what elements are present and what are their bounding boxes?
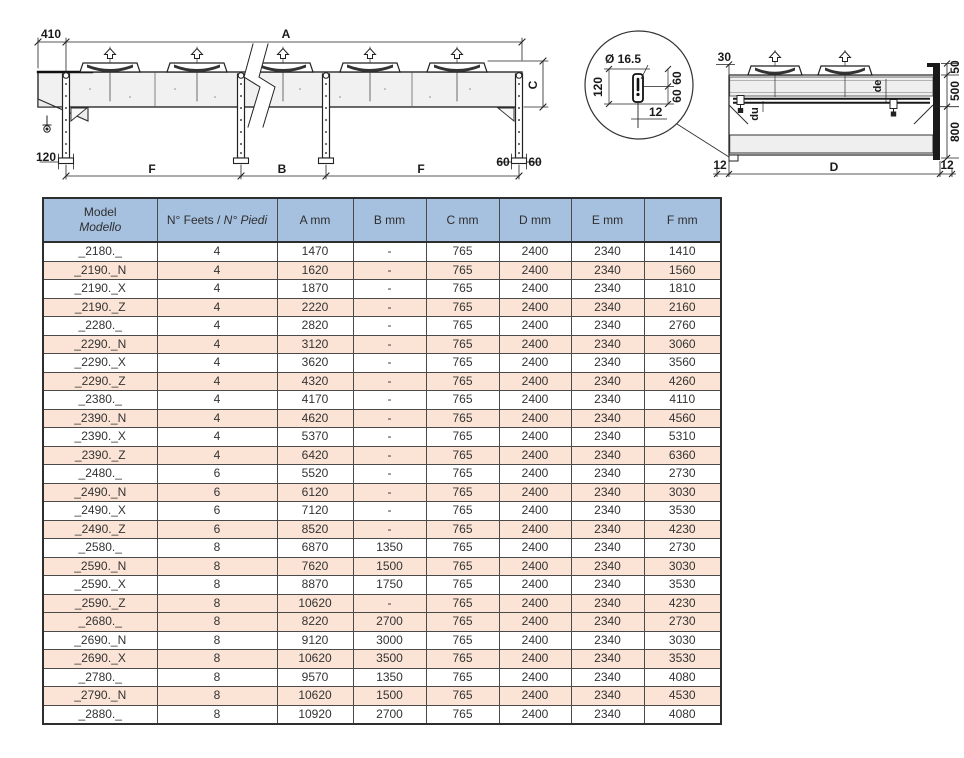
table-cell-c: 765	[426, 428, 499, 447]
table-cell-feet: 4	[157, 298, 277, 317]
table-row	[43, 613, 721, 632]
table-cell-e: 2340	[571, 687, 644, 706]
table-row	[43, 242, 721, 261]
table-cell-a: 1620	[277, 261, 353, 280]
table-cell-e: 2340	[571, 261, 644, 280]
table-cell-f: 3530	[644, 576, 721, 595]
detail-circle	[585, 31, 729, 157]
table-cell-f: 3560	[644, 354, 721, 373]
column-header-d: D mm	[499, 198, 571, 242]
table-cell-e: 2340	[571, 372, 644, 391]
table-cell-c: 765	[426, 354, 499, 373]
table-cell-e: 2340	[571, 354, 644, 373]
table-cell-f: 3060	[644, 335, 721, 354]
table-cell-c: 765	[426, 335, 499, 354]
table-row	[43, 465, 721, 484]
table-cell-c: 765	[426, 242, 499, 261]
table-cell-f: 4080	[644, 668, 721, 687]
table-cell-c: 765	[426, 502, 499, 521]
table-cell-model: _2190._Z	[43, 298, 157, 317]
table-cell-f: 1410	[644, 242, 721, 261]
table-cell-d: 2400	[499, 261, 571, 280]
table-cell-b: 1350	[353, 539, 426, 558]
table-cell-b: -	[353, 465, 426, 484]
table-row	[43, 668, 721, 687]
dim-A-label: A	[281, 27, 291, 41]
table-cell-f: 2160	[644, 298, 721, 317]
table-cell-model: _2380._	[43, 391, 157, 410]
table-cell-b: -	[353, 261, 426, 280]
table-cell-a: 9120	[277, 631, 353, 650]
dim-12-right-label: 12	[940, 158, 954, 172]
table-cell-a: 8520	[277, 520, 353, 539]
table-cell-feet: 4	[157, 242, 277, 261]
table-cell-feet: 6	[157, 465, 277, 484]
table-cell-d: 2400	[499, 372, 571, 391]
table-cell-model: _2190._X	[43, 280, 157, 299]
table-cell-c: 765	[426, 705, 499, 724]
table-header-row	[43, 198, 721, 242]
table-cell-d: 2400	[499, 317, 571, 336]
table-cell-c: 765	[426, 557, 499, 576]
table-cell-a: 4170	[277, 391, 353, 410]
table-cell-b: 1350	[353, 668, 426, 687]
table-cell-e: 2340	[571, 668, 644, 687]
table-cell-feet: 6	[157, 520, 277, 539]
table-cell-c: 765	[426, 261, 499, 280]
table-cell-d: 2400	[499, 613, 571, 632]
table-cell-b: 2700	[353, 613, 426, 632]
table-cell-d: 2400	[499, 298, 571, 317]
table-cell-e: 2340	[571, 446, 644, 465]
table-cell-b: -	[353, 446, 426, 465]
table-cell-f: 2730	[644, 465, 721, 484]
table-cell-a: 5520	[277, 465, 353, 484]
table-body	[43, 242, 721, 724]
table-row	[43, 576, 721, 595]
coil-band-top	[730, 77, 933, 96]
table-cell-a: 3620	[277, 354, 353, 373]
airflow-arrow-icon	[840, 52, 851, 62]
table-cell-feet: 4	[157, 261, 277, 280]
table-cell-model: _2680._	[43, 613, 157, 632]
table-cell-model: _2490._N	[43, 483, 157, 502]
table-cell-e: 2340	[571, 317, 644, 336]
table-cell-model: _2690._N	[43, 631, 157, 650]
table-cell-c: 765	[426, 594, 499, 613]
table-cell-d: 2400	[499, 576, 571, 595]
table-cell-e: 2340	[571, 613, 644, 632]
airflow-arrow-icon	[452, 49, 463, 59]
table-cell-a: 8870	[277, 576, 353, 595]
airflow-arrow-icon	[192, 49, 203, 59]
table-cell-d: 2400	[499, 557, 571, 576]
table-cell-model: _2390._Z	[43, 446, 157, 465]
table-cell-d: 2400	[499, 502, 571, 521]
table-row	[43, 594, 721, 613]
dim-B-label: B	[277, 162, 287, 176]
table-cell-d: 2400	[499, 668, 571, 687]
table-cell-feet: 4	[157, 428, 277, 447]
dim-60-bottom-label: 60	[670, 89, 684, 103]
table-cell-model: _2290._Z	[43, 372, 157, 391]
table-cell-a: 10920	[277, 705, 353, 724]
table-cell-feet: 8	[157, 539, 277, 558]
table-cell-c: 765	[426, 465, 499, 484]
table-cell-c: 765	[426, 280, 499, 299]
table-cell-d: 2400	[499, 354, 571, 373]
table-cell-model: _2790._N	[43, 687, 157, 706]
table-cell-model: _2780._	[43, 668, 157, 687]
table-cell-b: -	[353, 242, 426, 261]
table-row	[43, 705, 721, 724]
table-cell-f: 4560	[644, 409, 721, 428]
table-cell-e: 2340	[571, 483, 644, 502]
table-cell-b: -	[353, 317, 426, 336]
drain-valve	[43, 116, 51, 132]
table-cell-c: 765	[426, 687, 499, 706]
table-cell-e: 2340	[571, 242, 644, 261]
table-cell-b: -	[353, 428, 426, 447]
dim-410-label: 410	[41, 27, 62, 41]
table-cell-feet: 8	[157, 631, 277, 650]
table-cell-feet: 4	[157, 409, 277, 428]
table-row	[43, 391, 721, 410]
table-cell-model: _2290._N	[43, 335, 157, 354]
table-cell-e: 2340	[571, 465, 644, 484]
table-cell-e: 2340	[571, 557, 644, 576]
coil-band-bottom	[730, 135, 933, 153]
table-cell-a: 7620	[277, 557, 353, 576]
dim-F-left-label: F	[148, 162, 156, 176]
table-row	[43, 520, 721, 539]
table-cell-feet: 4	[157, 280, 277, 299]
table-cell-feet: 6	[157, 483, 277, 502]
dim-D-label: D	[829, 160, 839, 174]
table-cell-c: 765	[426, 576, 499, 595]
table-cell-e: 2340	[571, 409, 644, 428]
table-cell-c: 765	[426, 539, 499, 558]
table-cell-a: 6120	[277, 483, 353, 502]
table-cell-feet: 8	[157, 705, 277, 724]
table-cell-c: 765	[426, 631, 499, 650]
table-cell-c: 765	[426, 317, 499, 336]
table-cell-feet: 4	[157, 391, 277, 410]
table-cell-feet: 4	[157, 354, 277, 373]
table-cell-f: 4530	[644, 687, 721, 706]
table-cell-f: 2730	[644, 539, 721, 558]
table-cell-d: 2400	[499, 280, 571, 299]
table-cell-b: 1500	[353, 687, 426, 706]
table-row	[43, 428, 721, 447]
table-cell-b: -	[353, 391, 426, 410]
table-cell-f: 3030	[644, 631, 721, 650]
table-cell-f: 2760	[644, 317, 721, 336]
table-row	[43, 502, 721, 521]
du-label: du	[749, 107, 761, 121]
table-cell-e: 2340	[571, 539, 644, 558]
table-cell-a: 7120	[277, 502, 353, 521]
table-cell-b: -	[353, 335, 426, 354]
table-cell-a: 9570	[277, 668, 353, 687]
table-cell-model: _2590._Z	[43, 594, 157, 613]
table-cell-c: 765	[426, 298, 499, 317]
table-cell-d: 2400	[499, 465, 571, 484]
table-cell-b: 1750	[353, 576, 426, 595]
table-cell-c: 765	[426, 391, 499, 410]
table-cell-a: 1470	[277, 242, 353, 261]
table-cell-feet: 8	[157, 576, 277, 595]
foot-bracket	[729, 155, 738, 161]
table-row	[43, 335, 721, 354]
table-cell-f: 5310	[644, 428, 721, 447]
table-cell-a: 6870	[277, 539, 353, 558]
technical-drawing	[0, 0, 964, 196]
table-cell-c: 765	[426, 668, 499, 687]
table-cell-f: 3030	[644, 557, 721, 576]
table-cell-b: 3000	[353, 631, 426, 650]
table-row	[43, 650, 721, 669]
de-label: de	[872, 79, 884, 93]
table-cell-a: 5370	[277, 428, 353, 447]
table-cell-e: 2340	[571, 705, 644, 724]
dim-800-label: 800	[948, 121, 962, 143]
table-row	[43, 354, 721, 373]
dim-hole-diameter-label: Ø 16.5	[605, 52, 642, 66]
table-cell-f: 3530	[644, 650, 721, 669]
table-cell-f: 1560	[644, 261, 721, 280]
table-cell-d: 2400	[499, 520, 571, 539]
table-cell-b: -	[353, 409, 426, 428]
table-cell-a: 4620	[277, 409, 353, 428]
table-cell-c: 765	[426, 613, 499, 632]
side-view-drawing	[35, 27, 548, 179]
column-header-f: F mm	[644, 198, 721, 242]
table-cell-model: _2580._	[43, 539, 157, 558]
dim-120-detail-label: 120	[591, 76, 605, 98]
table-cell-b: -	[353, 483, 426, 502]
table-cell-b: 2700	[353, 705, 426, 724]
table-cell-e: 2340	[571, 631, 644, 650]
table-cell-c: 765	[426, 520, 499, 539]
table-cell-model: _2490._Z	[43, 520, 157, 539]
table-cell-b: -	[353, 354, 426, 373]
table-row	[43, 483, 721, 502]
table-cell-b: -	[353, 502, 426, 521]
column-header-b: B mm	[353, 198, 426, 242]
table-cell-b: -	[353, 298, 426, 317]
header-feet-en: N° Feets /	[166, 213, 224, 227]
table-row	[43, 317, 721, 336]
table-cell-d: 2400	[499, 539, 571, 558]
table-row	[43, 280, 721, 299]
table-cell-d: 2400	[499, 705, 571, 724]
table-row	[43, 631, 721, 650]
column-header-a: A mm	[277, 198, 353, 242]
table-cell-feet: 8	[157, 557, 277, 576]
table-cell-f: 4230	[644, 594, 721, 613]
dim-30-label: 30	[717, 50, 731, 64]
table-row	[43, 409, 721, 428]
table-cell-model: _2590._X	[43, 576, 157, 595]
table-cell-d: 2400	[499, 335, 571, 354]
table-cell-a: 10620	[277, 594, 353, 613]
table-cell-model: _2480._	[43, 465, 157, 484]
header-feet-it: N° Piedi	[223, 213, 268, 227]
table-cell-model: _2180._	[43, 242, 157, 261]
airflow-arrow-icon	[278, 49, 289, 59]
dim-C-label: C	[526, 80, 540, 90]
table-cell-c: 765	[426, 372, 499, 391]
table-cell-a: 2220	[277, 298, 353, 317]
table-cell-b: 3500	[353, 650, 426, 669]
table-cell-e: 2340	[571, 650, 644, 669]
table-row	[43, 557, 721, 576]
table-cell-d: 2400	[499, 446, 571, 465]
table-cell-model: _2290._X	[43, 354, 157, 373]
table-cell-a: 10620	[277, 687, 353, 706]
gusset	[498, 108, 514, 121]
table-cell-f: 1810	[644, 280, 721, 299]
dim-60-top-label: 60	[670, 71, 684, 85]
table-cell-e: 2340	[571, 576, 644, 595]
dim-60-right-label: 60	[528, 155, 542, 169]
table-cell-feet: 8	[157, 613, 277, 632]
airflow-arrow-icon	[365, 49, 376, 59]
table-cell-a: 2820	[277, 317, 353, 336]
table-cell-a: 3120	[277, 335, 353, 354]
table-row	[43, 372, 721, 391]
casing-body	[38, 72, 522, 107]
table-cell-d: 2400	[499, 428, 571, 447]
dim-120-label: 120	[36, 150, 57, 164]
table-cell-e: 2340	[571, 502, 644, 521]
table-cell-feet: 6	[157, 502, 277, 521]
table-cell-f: 6360	[644, 446, 721, 465]
table-cell-d: 2400	[499, 594, 571, 613]
table-cell-c: 765	[426, 650, 499, 669]
table-cell-b: -	[353, 372, 426, 391]
table-cell-model: _2880._	[43, 705, 157, 724]
airflow-arrow-icon	[105, 49, 116, 59]
column-header-feet	[157, 198, 277, 242]
table-cell-d: 2400	[499, 650, 571, 669]
table-cell-f: 3530	[644, 502, 721, 521]
dimensions-table	[42, 197, 722, 725]
column-header-model	[43, 198, 157, 242]
table-cell-d: 2400	[499, 391, 571, 410]
table-cell-feet: 8	[157, 687, 277, 706]
dim-12-left-label: 12	[713, 158, 727, 172]
table-cell-model: _2390._X	[43, 428, 157, 447]
table-cell-d: 2400	[499, 409, 571, 428]
table-cell-e: 2340	[571, 594, 644, 613]
table-cell-d: 2400	[499, 631, 571, 650]
table-cell-d: 2400	[499, 242, 571, 261]
table-cell-feet: 4	[157, 317, 277, 336]
dim-F-right-label: F	[417, 162, 425, 176]
table-cell-f: 2730	[644, 613, 721, 632]
table-cell-f: 4260	[644, 372, 721, 391]
column-header-e: E mm	[571, 198, 644, 242]
table-cell-model: _2590._N	[43, 557, 157, 576]
table-cell-c: 765	[426, 409, 499, 428]
table-cell-f: 4230	[644, 520, 721, 539]
end-view-drawing	[713, 50, 962, 177]
dim-500-label: 500	[948, 80, 962, 102]
table-cell-f: 4080	[644, 705, 721, 724]
table-cell-model: _2690._X	[43, 650, 157, 669]
dim-60-left-label: 60	[496, 155, 510, 169]
table-cell-b: -	[353, 280, 426, 299]
table-row	[43, 687, 721, 706]
table-cell-e: 2340	[571, 335, 644, 354]
table-cell-feet: 4	[157, 372, 277, 391]
table-cell-model: _2390._N	[43, 409, 157, 428]
table-cell-e: 2340	[571, 280, 644, 299]
table-cell-a: 1870	[277, 280, 353, 299]
table-row	[43, 539, 721, 558]
dim-12-detail-label: 12	[649, 105, 663, 119]
table-cell-e: 2340	[571, 520, 644, 539]
table-cell-f: 3030	[644, 483, 721, 502]
table-cell-feet: 4	[157, 446, 277, 465]
end-panel	[933, 63, 940, 160]
table-cell-b: -	[353, 520, 426, 539]
table-cell-e: 2340	[571, 298, 644, 317]
table-cell-d: 2400	[499, 687, 571, 706]
table-cell-b: 1500	[353, 557, 426, 576]
table-cell-c: 765	[426, 446, 499, 465]
table-cell-feet: 8	[157, 594, 277, 613]
table-cell-d: 2400	[499, 483, 571, 502]
header-model-line2: Modello	[79, 220, 122, 234]
table-cell-feet: 8	[157, 650, 277, 669]
table-row	[43, 298, 721, 317]
table-cell-e: 2340	[571, 428, 644, 447]
table-cell-b: -	[353, 594, 426, 613]
column-header-c: C mm	[426, 198, 499, 242]
table-cell-f: 4110	[644, 391, 721, 410]
table-cell-a: 10620	[277, 650, 353, 669]
table-cell-e: 2340	[571, 391, 644, 410]
table-row	[43, 261, 721, 280]
table-row	[43, 446, 721, 465]
airflow-arrow-icon	[770, 52, 781, 62]
table-cell-a: 8220	[277, 613, 353, 632]
table-cell-model: _2280._	[43, 317, 157, 336]
dim-bottom	[63, 165, 522, 179]
table-cell-c: 765	[426, 483, 499, 502]
header-model-line1: Model	[83, 205, 117, 219]
table-cell-model: _2490._X	[43, 502, 157, 521]
table-cell-a: 6420	[277, 446, 353, 465]
table-cell-model: _2190._N	[43, 261, 157, 280]
table-cell-feet: 8	[157, 668, 277, 687]
table-cell-a: 4320	[277, 372, 353, 391]
dim-50-label: 50	[948, 60, 962, 74]
table-cell-feet: 4	[157, 335, 277, 354]
